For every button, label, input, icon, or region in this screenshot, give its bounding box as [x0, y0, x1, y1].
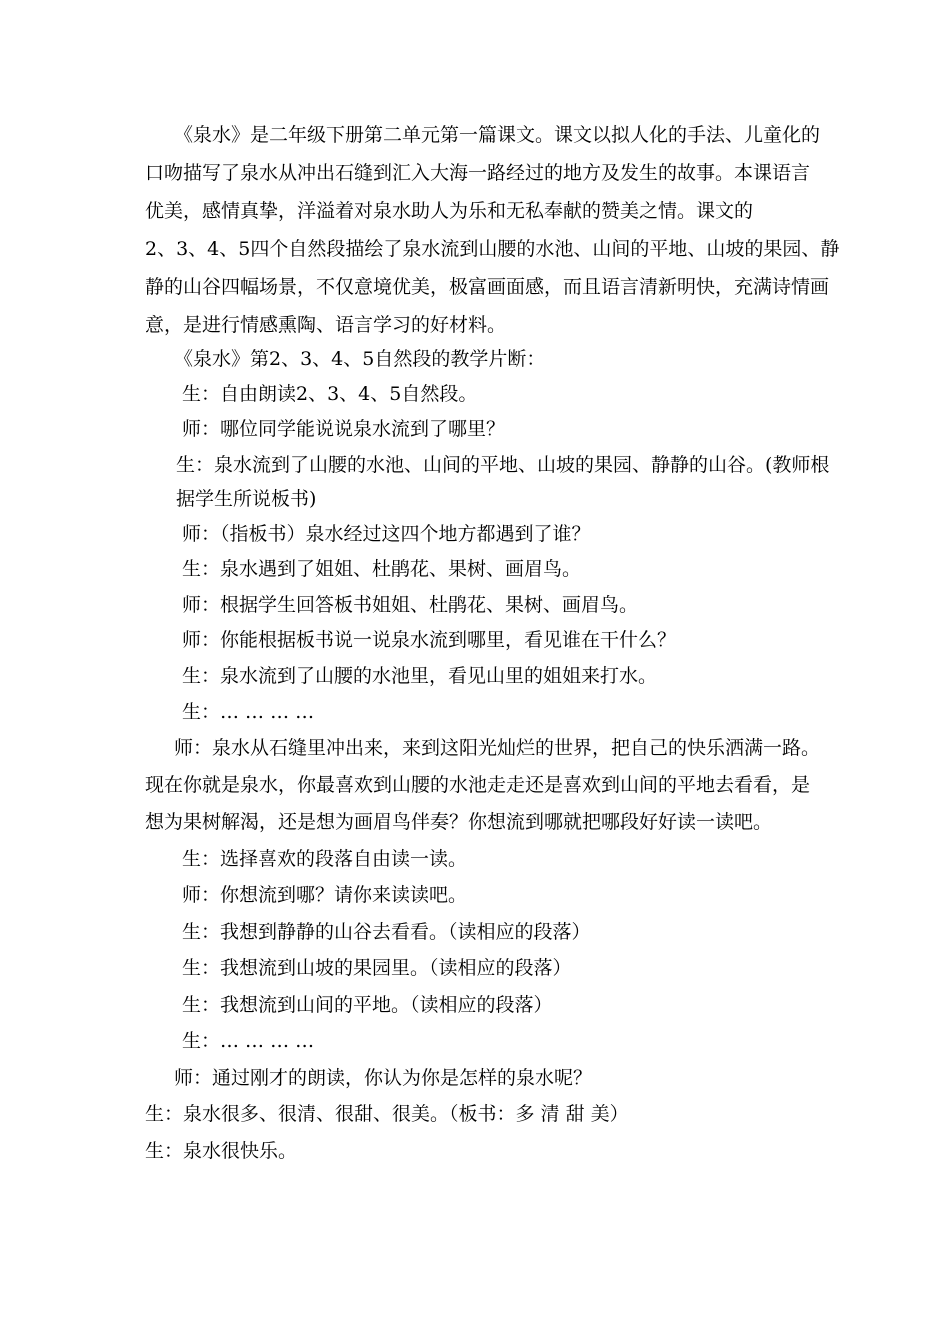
dialogue-line: 想为果树解渴，还是想为画眉鸟伴奏？你想流到哪就把哪段好好读一读吧。 [145, 811, 773, 833]
intro-line: 意，是进行情感熏陶、语言学习的好材料。 [145, 314, 507, 336]
dialogue-line: 师：（指板书）泉水经过这四个地方都遇到了谁？ [182, 523, 591, 545]
dialogue-line: 师：你能根据板书说一说泉水流到哪里，看见谁在干什么？ [182, 629, 677, 651]
dialogue-line: 师：根据学生回答板书姐姐、杜鹃花、果树、画眉鸟。 [182, 594, 639, 616]
dialogue-line: 生：… … … … [182, 1030, 315, 1052]
dialogue-line: 现在你就是泉水，你最喜欢到山腰的水池走走还是喜欢到山间的平地去看看，是 [145, 774, 811, 796]
dialogue-line: 生：我想流到山间的平地。（读相应的段落） [182, 994, 553, 1016]
intro-line: 静的山谷四幅场景，不仅意境优美，极富画面感，而且语言清新明快，充满诗情画 [145, 276, 830, 298]
dialogue-line: 生：… … … … [182, 701, 315, 723]
dialogue-line: 生：泉水流到了山腰的水池里，看见山里的姐姐来打水。 [182, 665, 658, 687]
dialogue-line: 师：你想流到哪？请你来读读吧。 [182, 884, 468, 906]
dialogue-line: 师：通过刚才的朗读，你认为你是怎样的泉水呢？ [174, 1067, 593, 1089]
section-heading: 《泉水》第2、3、4、5自然段的教学片断： [174, 348, 546, 370]
intro-line: 口吻描写了泉水从冲出石缝到汇入大海一路经过的地方及发生的故事。本课语言 [145, 162, 811, 184]
dialogue-line: 师：泉水从石缝里冲出来，来到这阳光灿烂的世界，把自己的快乐洒满一路。 [174, 737, 821, 759]
dialogue-line: 据学生所说板书) [176, 488, 317, 510]
dialogue-line: 生：泉水很多、很清、很甜、很美。（板书：多 清 甜 美） [145, 1103, 629, 1125]
dialogue-line: 生：泉水遇到了姐姐、杜鹃花、果树、画眉鸟。 [182, 558, 582, 580]
dialogue-line: 师：哪位同学能说说泉水流到了哪里？ [182, 418, 506, 440]
dialogue-line: 生：自由朗读2、3、4、5自然段。 [182, 383, 478, 405]
intro-line: 《泉水》是二年级下册第二单元第一篇课文。课文以拟人化的手法、儿童化的 [174, 124, 821, 146]
dialogue-line: 生：泉水很快乐。 [145, 1140, 298, 1162]
intro-line: 优美，感情真挚，洋溢着对泉水助人为乐和无私奉献的赞美之情。课文的 [145, 200, 754, 222]
dialogue-line: 生：泉水流到了山腰的水池、山间的平地、山坡的果园、静静的山谷。(教师根 [176, 454, 830, 476]
intro-line: 2、3、4、5四个自然段描绘了泉水流到山腰的水池、山间的平地、山坡的果园、静 [145, 238, 840, 260]
dialogue-line: 生：选择喜欢的段落自由读一读。 [182, 848, 468, 870]
dialogue-line: 生：我想到静静的山谷去看看。（读相应的段落） [182, 921, 591, 943]
dialogue-line: 生：我想流到山坡的果园里。（读相应的段落） [182, 957, 572, 979]
